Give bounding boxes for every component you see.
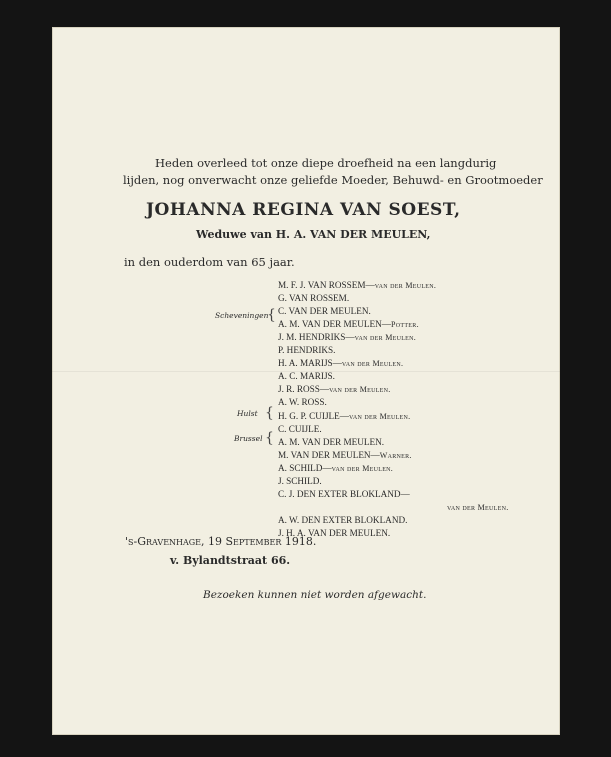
mourner-suffix: van der Meulen. — [354, 333, 417, 343]
mourner-row — [278, 515, 407, 525]
address: v. Bylandtstraat 66. — [170, 554, 291, 567]
mourner-row — [278, 371, 335, 381]
mourner-row — [278, 384, 391, 394]
mourner-name: J. M. HENDRIKS— — [278, 332, 355, 343]
age-line: in den ouderdom van 65 jaar. — [124, 255, 295, 269]
mourner-row — [278, 397, 327, 407]
mourner-name: P. HENDRIKS. — [278, 345, 336, 356]
group-label-brussel: Brussel — [234, 434, 263, 443]
mourning-card — [52, 27, 560, 735]
mourner-suffix: Warner. — [379, 450, 412, 460]
mourner-name: C. J. DEN EXTER BLOKLAND— — [278, 488, 410, 499]
mourner-row — [447, 502, 509, 512]
mourner-row — [278, 358, 403, 368]
mourner-name: M. F. J. VAN ROSSEM— — [278, 280, 375, 290]
mourner-name: J. R. ROSS— — [278, 384, 330, 395]
mourner-name: J. SCHILD. — [278, 475, 322, 486]
mourner-row — [278, 411, 410, 421]
mourner-row — [278, 332, 416, 342]
mourner-suffix: van der Meulen. — [331, 463, 394, 473]
mourner-row — [278, 424, 322, 434]
mourner-name: G. VAN ROSSEM. — [278, 293, 350, 304]
mourner-name: C. VAN DER MEULEN. — [278, 306, 371, 317]
mourner-suffix: van der Meulen. — [447, 502, 509, 512]
mourner-name: A. SCHILD— — [278, 462, 332, 473]
mourner-name: C. CUIJLE. — [278, 423, 322, 434]
mourner-name: H. A. MARIJS— — [278, 358, 342, 369]
deceased-name: JOHANNA REGINA VAN SOEST, — [146, 200, 461, 220]
mourner-row — [278, 476, 322, 486]
mourner-row — [278, 463, 393, 473]
visit-note: Bezoeken kunnen niet worden afgewacht. — [203, 589, 427, 601]
place-date: 's-Gravenhage, 19 September 1918. — [125, 535, 317, 548]
brace-scheveningen: { — [267, 307, 276, 323]
mourner-name: A. W. ROSS. — [278, 397, 327, 408]
mourner-row — [278, 319, 419, 329]
mourner-row — [278, 345, 335, 355]
brace-hulst: { — [265, 405, 274, 421]
widow-of: Weduwe van H. A. VAN DER MEULEN, — [196, 228, 431, 241]
mourner-row — [278, 293, 349, 303]
mourner-name: A. M. VAN DER MEULEN— — [278, 319, 391, 330]
intro-line-2: lijden, nog onverwacht onze geliefde Moeder, Behuwd- en Grootmoeder — [123, 173, 543, 187]
mourner-suffix: van der Meulen. — [374, 281, 437, 290]
mourner-name: H. G. P. CUIJLE— — [278, 410, 349, 421]
mourner-name: A. W. DEN EXTER BLOKLAND. — [278, 514, 408, 525]
mourner-row — [278, 450, 412, 460]
mourner-row — [278, 437, 384, 447]
mourner-row — [278, 489, 410, 499]
mourner-name: M. VAN DER MEULEN— — [278, 449, 380, 460]
mourner-suffix: van der Meulen. — [329, 385, 391, 395]
mourner-row — [278, 306, 371, 316]
mourner-name: A. C. MARIJS. — [278, 371, 335, 382]
mourner-suffix: Potter. — [390, 320, 419, 330]
mourner-row — [278, 280, 436, 290]
mourner-name: A. M. VAN DER MEULEN. — [278, 436, 385, 447]
mourner-suffix: van der Meulen. — [348, 411, 411, 421]
group-label-hulst: Hulst — [237, 409, 258, 418]
group-label-scheveningen: Scheveningen — [215, 311, 269, 320]
mourner-suffix: van der Meulen. — [341, 359, 404, 369]
mourner-name: J. H. A. VAN DER MEULEN. — [278, 527, 391, 538]
intro-line-1: Heden overleed tot onze diepe droefheid na een langdurig — [155, 156, 497, 170]
brace-brussel: { — [265, 430, 274, 446]
